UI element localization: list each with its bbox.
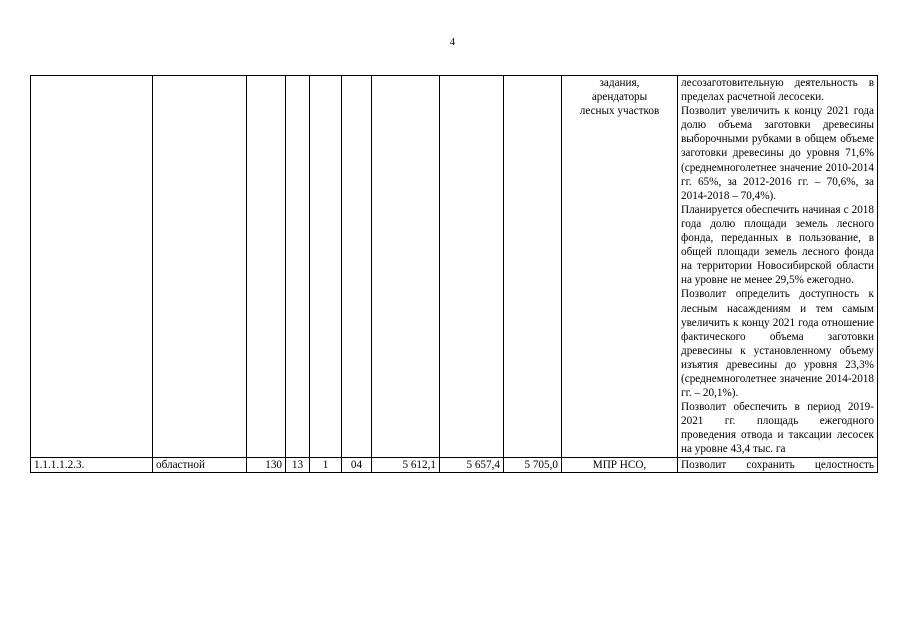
code-4-cell (342, 76, 372, 458)
source-cell: областной (153, 457, 247, 472)
code-1-cell: 130 (247, 457, 286, 472)
code-3-cell (310, 76, 342, 458)
executor-line: лесных участков (579, 105, 660, 118)
year-1-cell: 5 612,1 (372, 457, 440, 472)
code-1-cell (247, 76, 286, 458)
code-2-cell: 13 (286, 457, 310, 472)
program-activities-table (30, 75, 878, 473)
executor-line: задания, (599, 77, 640, 89)
table-row (31, 457, 878, 472)
year-1-cell (372, 76, 440, 458)
year-2-cell (440, 76, 504, 458)
result-paragraph: лесозаготовительную деятельность в пределах расчетной лесосеки. (681, 77, 874, 104)
result-paragraph: Позволит сохранить целостность (681, 458, 874, 471)
result-paragraph: Позволит определить доступность к лесным насаждениям и тем самым увеличить к концу 2021 года отношение фактического объема заготовки древесины к установленному объему изъятия древесины до уровня 23,3% (среднемноголетнее значение 2014-2018 гг. – 20,1%). (681, 288, 874, 400)
result-cell (678, 457, 878, 472)
code-4-cell: 04 (342, 457, 372, 472)
result-cell (678, 76, 878, 458)
executor-line: арендаторы (591, 91, 648, 104)
result-paragraph: Позволит обеспечить в период 2019-2021 гг. площадь ежегодного проведения отвода и таксации лесосек на уровне 43,4 тыс. га (681, 401, 874, 456)
code-cell (31, 76, 153, 458)
code-2-cell (286, 76, 310, 458)
code-cell: 1.1.1.1.2.3. (31, 457, 153, 472)
executor-cell (562, 76, 678, 458)
page-number: 4 (449, 37, 456, 48)
year-2-cell: 5 657,4 (440, 457, 504, 472)
result-paragraph: Планируется обеспечить начиная с 2018 года долю площади земель лесного фонда, переданных в пользование, в общей площади земель лесного фонда на территории Новосибирской области на уровне не менее 29,5% ежегодно. (681, 203, 874, 287)
year-3-cell: 5 705,0 (504, 457, 562, 472)
result-paragraph: Позволит увеличить к концу 2021 года долю объема заготовки древесины выборочными рубками в общем объеме заготовки древесины до уровня 71,6% (среднемноголетнее значение 2010-2014 гг. 65%, за 2012-2016 гг. – 70,6%, за 2014-2018 – 70,4%). (681, 105, 874, 202)
source-cell (153, 76, 247, 458)
executor-cell: МПР НСО, (562, 457, 678, 472)
table-row-continued (31, 76, 878, 458)
code-3-cell: 1 (310, 457, 342, 472)
year-3-cell (504, 76, 562, 458)
